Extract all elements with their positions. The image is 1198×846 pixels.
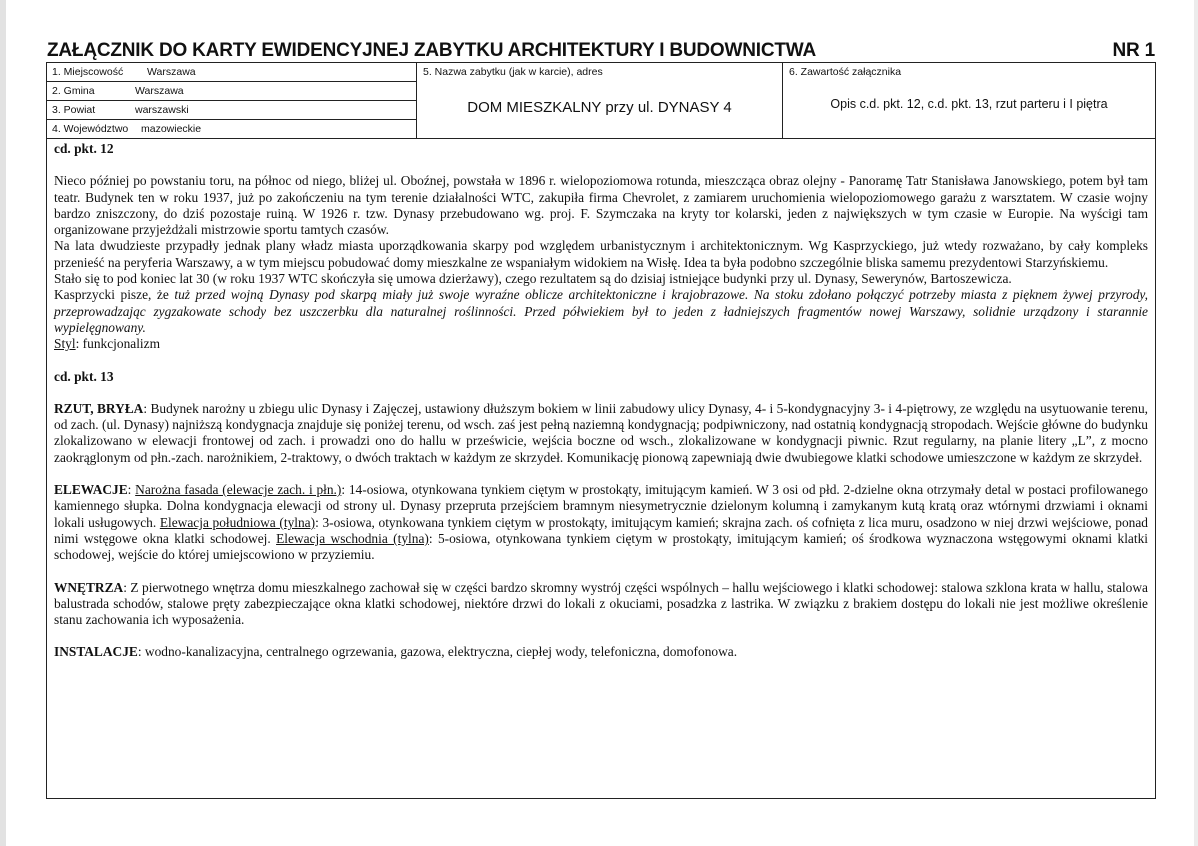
field-value: warszawski — [135, 104, 189, 116]
title-text: ZAŁĄCZNIK DO KARTY EWIDENCYJNEJ ZABYTKU ARCHITEKTURY I BUDOWNICTWA — [47, 40, 816, 61]
paragraph-quote — [54, 287, 1148, 336]
elewacja-text: : 3-osiowa, otynkowana tynkiem ciętym w prostokąty, imitującym kamień; skrajna zach. oś cofnięta z lica muru, osadzono w niej drzwi wejściowe, ponad nimi wstęgowe okna klatki schodowej. — [54, 514, 1148, 546]
scan-edge-right — [1194, 0, 1198, 846]
wnetrza-label: WNĘTRZA — [54, 579, 124, 595]
section-heading-13: cd. pkt. 13 — [54, 368, 114, 384]
field-value: Warszawa — [147, 66, 196, 78]
attachment-contents: Opis c.d. pkt. 12, c.d. pkt. 13, rzut parteru i I piętra — [830, 97, 1108, 111]
paragraph-rzut — [54, 401, 1148, 466]
elewacja-heading: Elewacja wschodnia (tylna) — [276, 530, 429, 546]
field-gmina — [47, 82, 416, 101]
attachment-number: NR 1 — [1112, 40, 1155, 61]
instalacje-text: : wodno-kanalizacyjna, centralnego ogrzewania, gazowa, elektryczna, ciepłej wody, telefoniczna, domofonowa. — [137, 644, 738, 660]
quote-text: tuż przed wojną Dynasy pod skarpą miały już swoje wyraźne oblicze architektoniczne i krajobrazowe. Na stoku zdołano połączyć potrzeby miasta z pięknem żywej przyrody, przeprowadzając zygzakowate schody bez uszczerbku dla naturalnej roślinności. Przed półwiekiem był to jeden z ładniejszych fragmentów nowej Warszawy, solidnie urządzony i starannie wypielęgnowany. — [54, 287, 1148, 335]
quote-lead: Kasprzycki pisze, że — [54, 287, 175, 303]
field-nazwa-zabytku — [417, 63, 783, 139]
description-body — [54, 141, 1148, 661]
separator: : — [127, 482, 136, 498]
section-heading-12: cd. pkt. 12 — [54, 141, 114, 156]
page-title — [47, 40, 1157, 62]
paragraph-wnetrza — [54, 580, 1148, 629]
field-wojewodztwo — [47, 120, 416, 139]
paragraph: Na lata dwudzieste przypadły jednak plany władz miasta uporządkowania skarpy pod względem urbanistycznym i architektonicznym. Wg Kasprzyckiego, już wtedy rozważano, by cały kompleks przenieść na peryferia Warszawy, a w tym miejscu pobudować domy mieszkalne ze wspaniałym widokiem na Wisłę. Idea ta była podobno szczególnie bliska samemu prezydentowi Starzyńskiemu. — [54, 238, 1148, 270]
field-label: 1. Miejscowość — [52, 66, 124, 78]
wnetrza-text: : Z pierwotnego wnętrza domu mieszkalnego zachował się w części bardzo skromny wystrój części wspólnych – hallu wejściowego i klatki schodowej: stalowa szklona krata w hallu, stalowa balustrada schodów, stalowe pręty zabezpieczające okna klatki schodowej, niektóre drzwi do lokali z okuciami, posadzka z lastrika. W związku z brakiem dostępu do lokali nie jest możliwe określenie stanu zachowania ich wyposażenia. — [54, 579, 1148, 628]
elewacje-label: ELEWACJE — [54, 482, 128, 498]
paragraph-instalacje — [54, 644, 1148, 660]
style-line — [54, 336, 1148, 352]
style-value: : funkcjonalizm — [75, 336, 161, 352]
field-powiat — [47, 101, 416, 120]
paragraph: Nieco później po powstaniu toru, na północ od niego, bliżej ul. Oboźnej, powstała w 1896 r. wielopoziomowa rotunda, mieszcząca obraz olejny - Panoramę Tatr Stanisława Janowskiego, potem był tam teatr. Budynek ten w roku 1937, już po zakończeniu na tym terenie działalności WTC, zakupiła firma Chevrolet, z zamiarem uruchomienia wielopoziomowego garażu z warsztatem. W czasie wojny bardzo zniszczony, do dziś pozostaje ruiną. W 1926 r. tzw. Dynasy przebudowano wg. proj. F. Szymczaka na kryty tor kolarski, jeden z największych w tym czasie w Europie. Na wyścigi tam organizowane przyjeżdżali mistrzowie sportu tamtych czasów. — [54, 173, 1148, 238]
elewacja-text: : 5-osiowa, otynkowana tynkiem ciętym w prostokąty, imitującym kamień; oś środkowa wyznaczona wstęgowymi oknami klatki schodowej, wejście do której umiejscowiono w przyziemiu. — [54, 530, 1148, 563]
style-label: Styl — [54, 336, 76, 352]
field-label: 2. Gmina — [52, 85, 95, 97]
field-miejscowosc — [47, 63, 416, 82]
field-label: 3. Powiat — [52, 104, 96, 116]
field-label: 6. Zawartość załącznika — [789, 66, 902, 78]
elewacja-text: : 14-osiowa, otynkowana tynkiem ciętym w prostokąty, imitującym kamień. W 3 osi od płd. 2-dzielne okna otrzymały detal w postaci profilowanego kamiennego słupka. Dolna kondygnacja elewacji od strony ul. Dynasy przepruta przejściem bramnym niesymetrycznie dzielonym kolumną i zamykanym kutą kratą oraz wtórnymi drzwiami i oknami lokali usługowych. — [54, 482, 1148, 530]
instalacje-label: INSTALACJE — [54, 644, 138, 660]
field-label: 5. Nazwa zabytku (jak w karcie), adres — [423, 66, 603, 78]
rzut-text: : Budynek narożny u zbiegu ulic Dynasy i Zajęczej, ustawiony dłuższym bokiem w linii zabudowy ulicy Dynasy, 4- i 5-kondygnacyjny 3- i 4-piętrowy, ze względu na usytuowanie terenu, od zach. (ul. Dynasy) najniższą kondygnacja znajduje się poniżej terenu, od wsch. zaś jest pełną naziemną kondygnacją; podpiwniczony, nad ostatnią kondygnacją stropodach. Wejście główne do budynku zlokalizowano w elewacji frontowej od zach. i prowadzi ono do hallu w prześwicie, wejścia boczne od wsch., zlokalizowane w kondygnacji piwnic. Rzut regularny, na planie litery „L”, z mocno zaokrąglonym od płn.-zach. narożnikiem, 2-traktowy, o dwóch traktach w każdym ze skrzydeł. Komunikację pionową zapewniają dwie dwubiegowe klatki schodowe umieszczone w każdym ze skrzydeł. — [54, 400, 1148, 465]
rzut-label: RZUT, BRYŁA — [54, 400, 144, 416]
elewacja-heading: Narożna fasada (elewacje zach. i płn.) — [135, 482, 342, 498]
location-fields — [47, 63, 417, 139]
paragraph: Stało się to pod koniec lat 30 (w roku 1937 WTC skończyła się umowa dzierżawy), czego rezultatem są do dzisiaj istniejące budynki przy ul. Dynasy, Sewerynów, Bartoszewicza. — [54, 271, 1012, 287]
paragraph-elewacje — [54, 482, 1148, 563]
monument-name: DOM MIESZKALNY przy ul. DYNASY 4 — [467, 99, 732, 116]
scan-edge-left — [0, 0, 6, 846]
field-zawartosc — [783, 63, 1155, 139]
field-value: mazowieckie — [141, 123, 202, 135]
field-value: Warszawa — [135, 85, 184, 97]
elewacja-heading: Elewacja południowa (tylna) — [159, 514, 316, 530]
field-label: 4. Województwo — [52, 123, 129, 135]
form-frame — [46, 62, 1156, 799]
